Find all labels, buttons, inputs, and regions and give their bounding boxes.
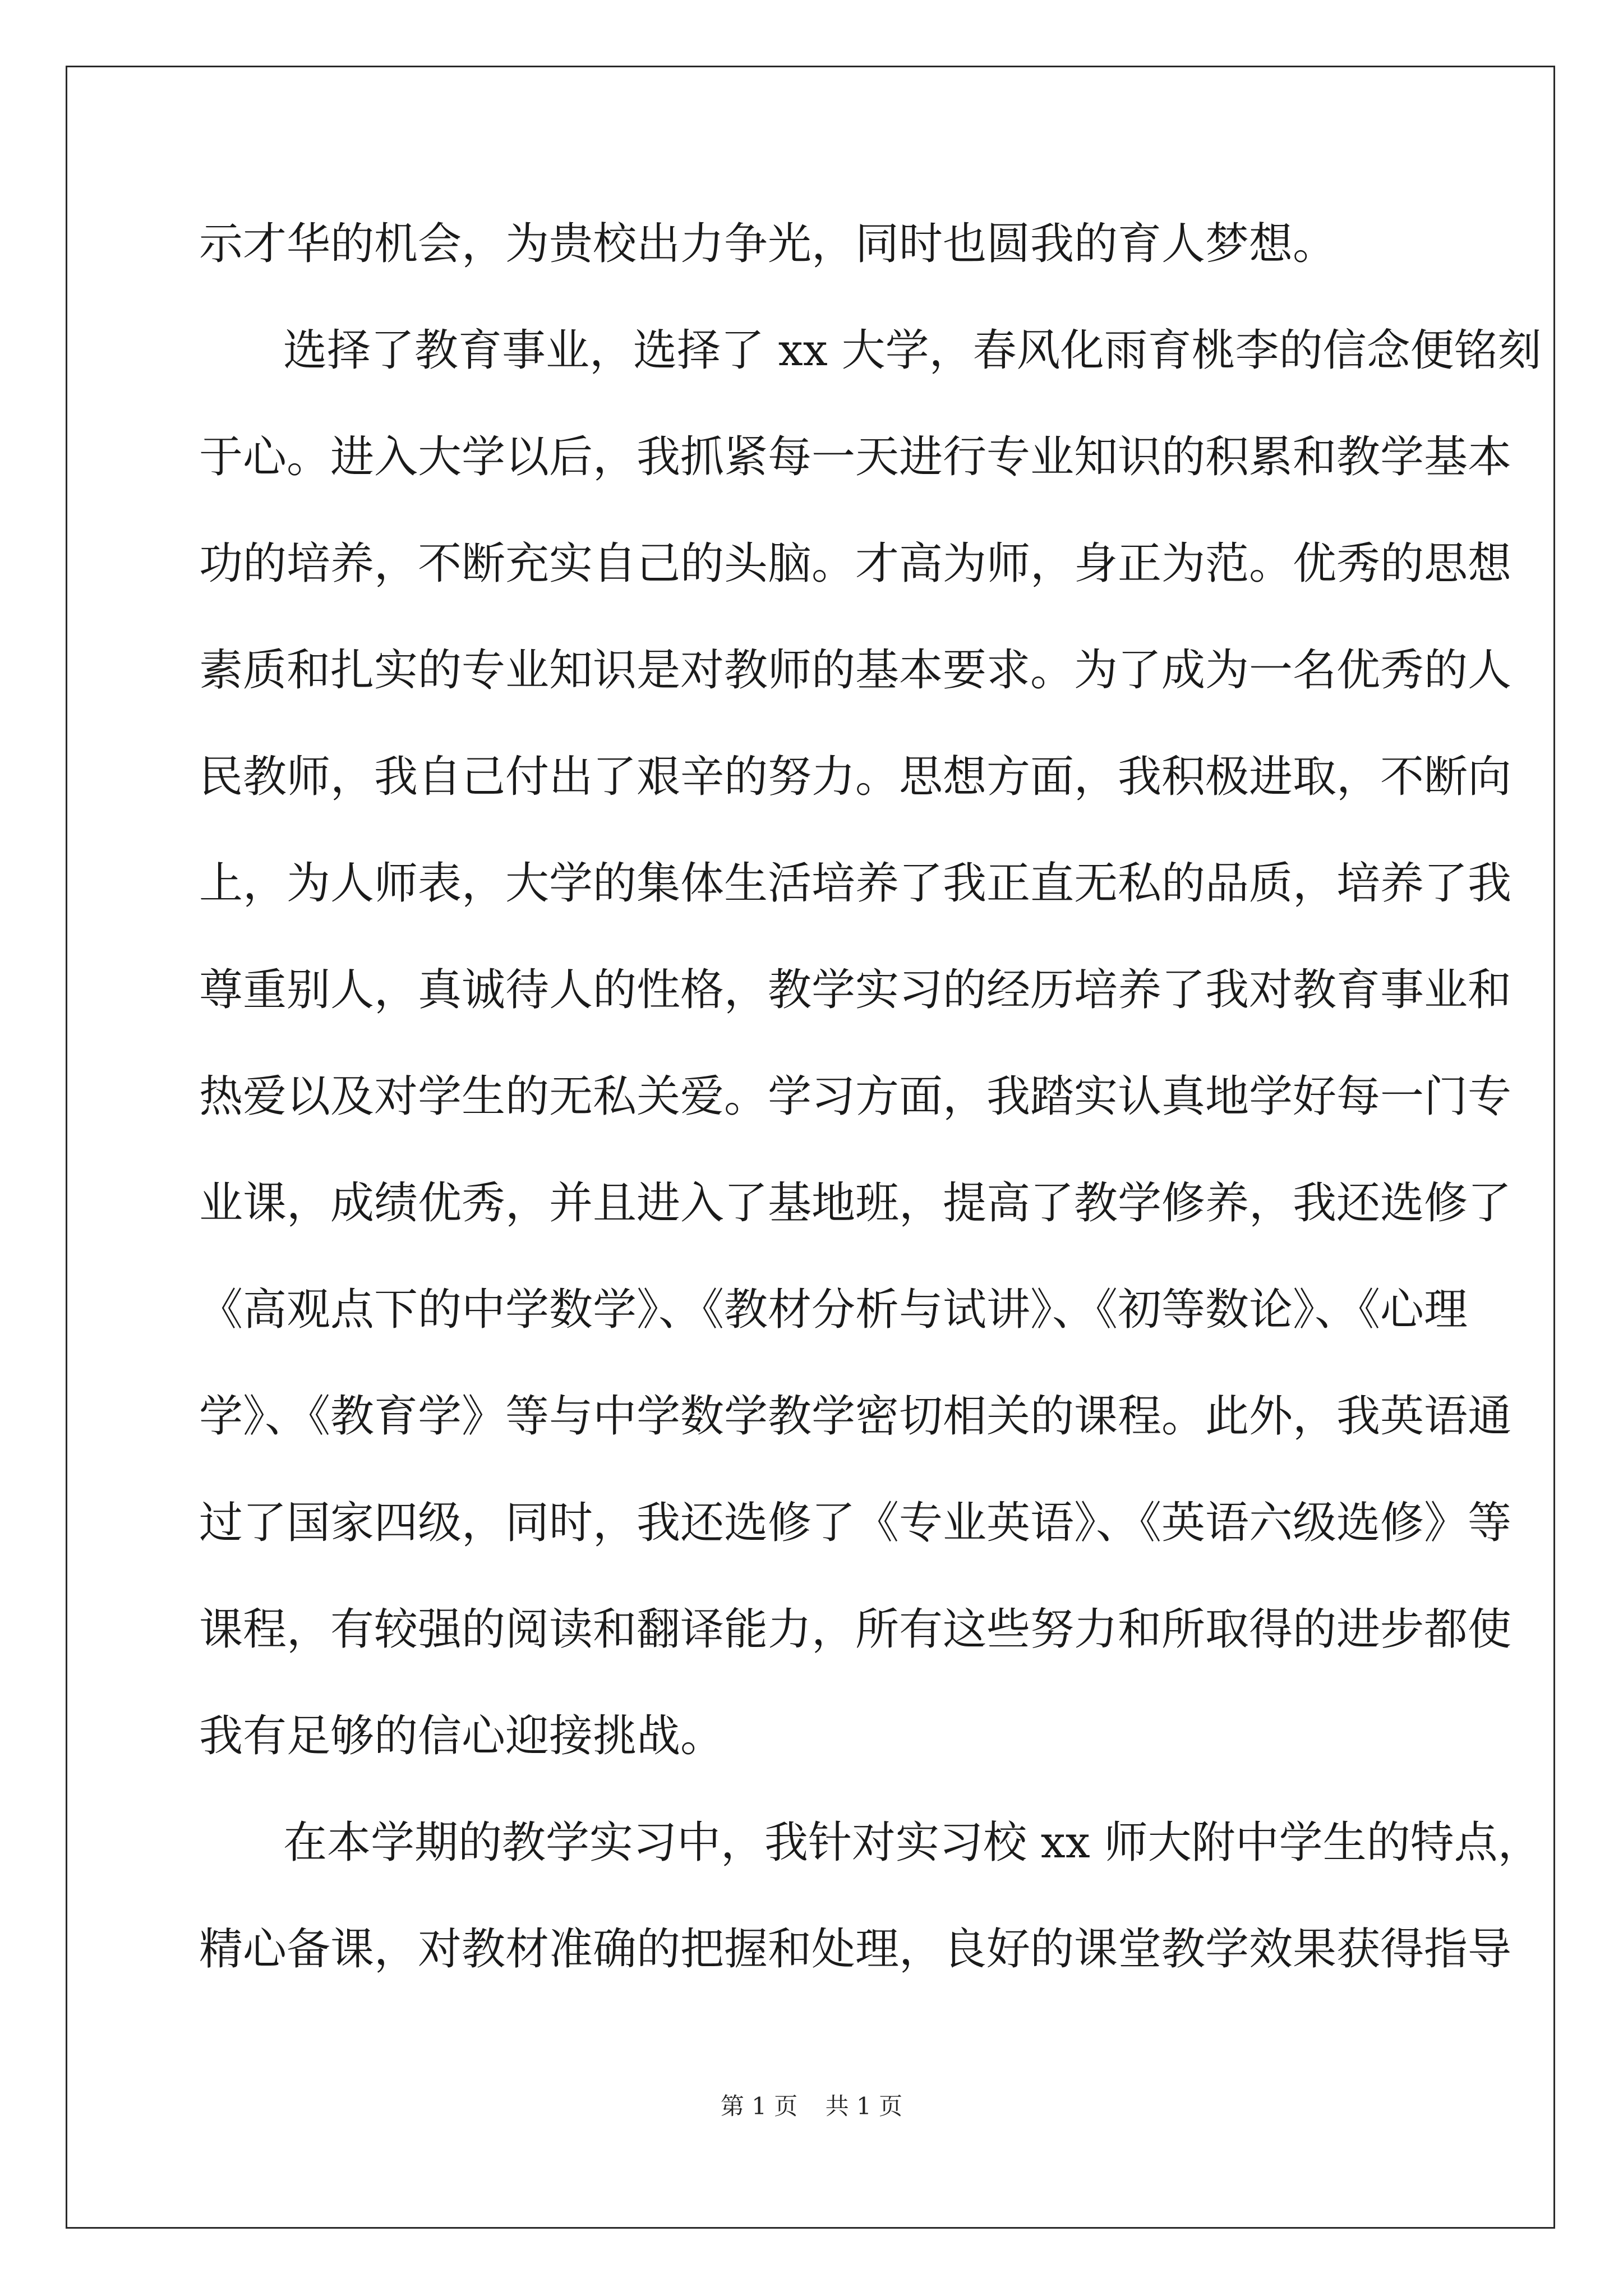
text-line: 《高观点下的中学数学》、《教材分析与试讲》、《初等数论》、《心理	[199, 1285, 1468, 1335]
text-line: 于心。进入大学以后，我抓紧每一天进行专业知识的积累和教学基本	[199, 432, 1512, 482]
text-line: 过了国家四级，同时，我还选修了《专业英语》、《英语六级选修》等	[199, 1498, 1512, 1548]
text-line: 课程，有较强的阅读和翻译能力，所有这些努力和所取得的进步都使	[199, 1604, 1512, 1655]
text-line: 上，为人师表，大学的集体生活培养了我正直无私的品质，培养了我	[199, 858, 1512, 909]
text-line: 功的培养，不断充实自己的头脑。才高为师，身正为范。优秀的思想	[199, 539, 1512, 589]
text-line: 素质和扎实的专业知识是对教师的基本要求。为了成为一名优秀的人	[199, 645, 1512, 696]
text-line: 我有足够的信心迎接挑战。	[199, 1711, 725, 1761]
document-body	[199, 208, 1542, 2019]
text-line: 精心备课，对教材准确的把握和处理，良好的课堂教学效果获得指导	[199, 1924, 1512, 1975]
paragraph-first-line: 选择了教育事业，选择了 xx 大学，春风化雨育桃李的信念便铭刻	[283, 325, 1542, 376]
text-line: 业课，成绩优秀，并且进入了基地班，提高了教学修养，我还选修了	[199, 1178, 1512, 1228]
page-number: 第 1 页	[720, 2092, 798, 2120]
paragraph-first-line: 在本学期的教学实习中，我针对实习校 xx 师大附中学生的特点，	[283, 1818, 1542, 1868]
page-footer	[0, 2090, 1623, 2123]
text-line: 民教师，我自己付出了艰辛的努力。思想方面，我积极进取，不断向	[199, 752, 1512, 802]
page-total: 共 1 页	[825, 2092, 903, 2120]
text-line: 热爱以及对学生的无私关爱。学习方面，我踏实认真地学好每一门专	[199, 1071, 1512, 1122]
text-line: 学》、《教育学》等与中学数学教学密切相关的课程。此外，我英语通	[199, 1391, 1512, 1442]
text-line: 示才华的机会，为贵校出力争光，同时也圆我的育人梦想。	[199, 219, 1337, 269]
text-line: 尊重别人，真诚待人的性格，教学实习的经历培养了我对教育事业和	[199, 965, 1512, 1015]
